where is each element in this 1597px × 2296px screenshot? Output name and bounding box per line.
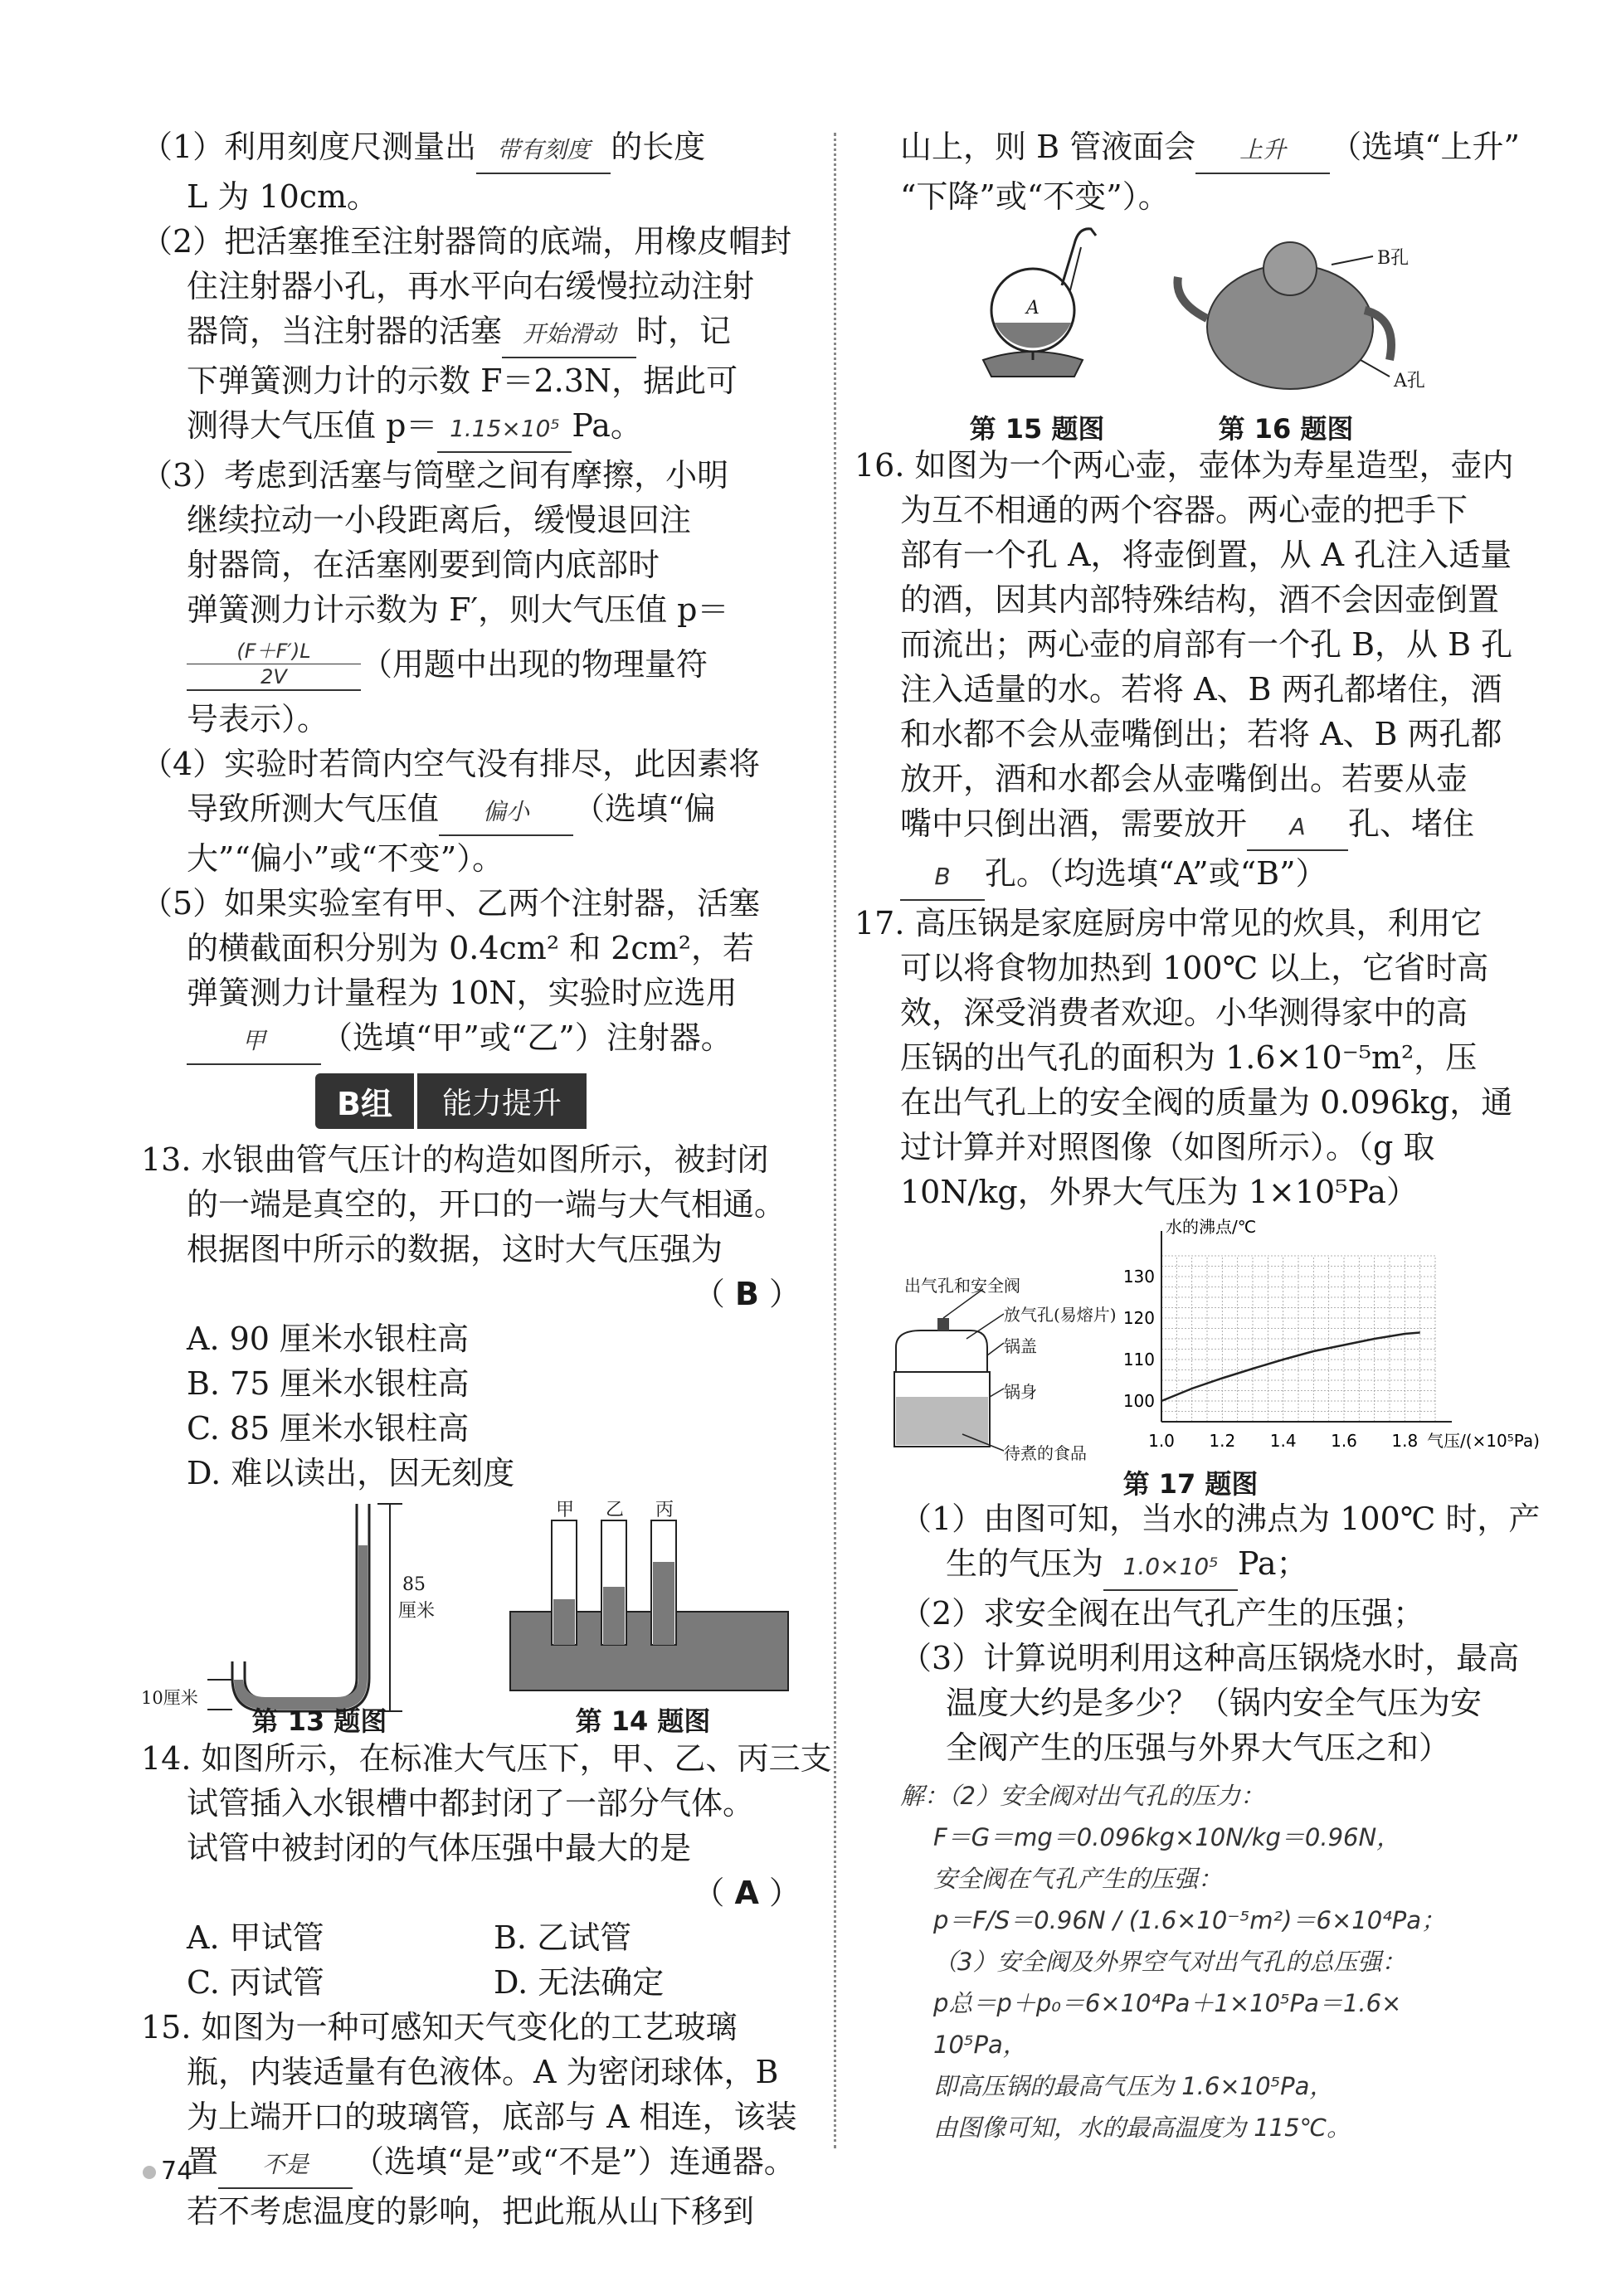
option-a: A. 90 厘米水银柱高 [187,1321,470,1357]
chart-y-tick-label: 120 [1122,1308,1155,1328]
text: 16. 如图为一个两心壶，壶体为寿星造型，壶内 [854,447,1514,484]
question-14 [141,1736,832,2005]
fig13-fig14-drawing [141,1496,817,1695]
chart-y-tick-label: 130 [1122,1267,1155,1287]
fraction-answer [187,639,361,691]
chart-x-tick-label: 1.8 [1391,1431,1419,1451]
option-d: D. 无法确定 [494,1964,665,2001]
solution-line: （3）安全阀及外界空气对出气孔的总压强： [933,1948,1406,1976]
q12-item-4 [141,742,817,881]
text: （选填“上升” [1330,129,1520,165]
text: 14. 如图所示，在标准大气压下，甲、乙、丙三支 [141,1740,832,1777]
fig16-teapot [1177,242,1391,389]
text: “下降”或“不变”）。 [900,178,1170,215]
text: 住注射器小孔，再水平向右缓慢拉动注射 [187,268,755,304]
choice-answer: B [734,1276,759,1312]
text: 试管中被封闭的气体压强中最大的是 [187,1830,692,1866]
chart-axes [1161,1231,1452,1422]
option-d: D. 难以读出，因无刻度 [187,1455,515,1491]
text: 和水都不会从壶嘴倒出；若将 A、B 两孔都 [900,716,1502,752]
boiling-point-chart [1083,1214,1540,1480]
question-17 [854,901,1531,1214]
text: L 为 10cm。 [187,178,379,215]
figures-13-14 [141,1496,817,1736]
text: 的长度 [611,129,706,165]
text: 大”“偏小”或“不变”）。 [187,840,504,877]
text: 射器筒，在活塞刚要到筒内底部时 [187,547,660,583]
chart-x-tick-label: 1.2 [1209,1431,1236,1451]
text: 放开，酒和水都会从壶嘴倒出。若要从壶 [900,761,1468,797]
right-column [854,124,1541,2148]
text: 注入适量的水。若将 A、B 两孔都堵住，酒 [900,671,1502,708]
pot-label-valve: 出气孔和安全阀 [904,1276,1020,1296]
text: 下弹簧测力计的示数 F＝2.3N，据此可 [187,362,738,399]
solution-line: 解：（2）安全阀对出气孔的压力： [900,1782,1264,1810]
fig14-tube-jia: 甲 [556,1500,575,1520]
q12-item-2 [141,219,817,453]
answer-blank: 1.0×10⁵ [1103,1544,1238,1591]
fig16-label-b: B孔 [1377,248,1410,269]
text: 嘴中只倒出酒，需要放开 [900,805,1248,842]
text: （选填“是”或“不是”）连通器。 [353,2143,796,2180]
banner-tag: B组 [315,1073,414,1129]
answer-blank: 甲 [187,1019,321,1065]
question-16 [854,443,1531,901]
text: 生的气压为 [946,1545,1104,1582]
solution-line: p＝F/S＝0.96N / (1.6×10⁻⁵m²)＝6×10⁴Pa； [933,1906,1446,1934]
chart-grid [1161,1256,1435,1422]
text: 10N/kg，外界大气压为 1×10⁵Pa） [900,1174,1418,1210]
text: 的横截面积分别为 0.4cm² 和 2cm²，若 [187,930,754,966]
text: （4）实验时若筒内空气没有排尽，此因素将 [141,746,761,782]
pot-label-vent: 放气孔(易熔片) [1004,1305,1117,1325]
fig15-fig16-drawing [900,219,1531,401]
fig13-label-85: 85 [402,1574,426,1595]
chart-y-tick-label: 100 [1122,1391,1155,1411]
text: 为上端开口的玻璃管，底部与 A 相连，该装 [187,2099,797,2135]
answer-blank: 1.15×10⁵ [437,406,572,453]
answer-blank: 开始滑动 [502,312,636,358]
fig15-bottle [983,229,1096,377]
text: （3）计算说明利用这种高压锅烧水时，最高 [900,1640,1520,1676]
solution-line: p总＝p＋p₀＝6×10⁴Pa＋1×10⁵Pa＝1.6× [933,1989,1402,2017]
fig13-label-cm: 厘米 [398,1601,436,1622]
text: 瓶，内装适量有色液体。A 为密闭球体，B [187,2054,779,2090]
text: 导致所测大气压值 [187,790,440,827]
text: 号表示）。 [187,701,329,737]
answer-bracket: （ A ） [693,1875,801,1911]
text: 置 [187,2143,219,2180]
text: 山上，则 B 管液面会 [900,129,1196,165]
text: （选填“甲”或“乙”）注射器。 [321,1019,733,1056]
text: （1）利用刻度尺测量出 [141,129,477,165]
solution-line: 安全阀在气孔产生的压强： [933,1865,1223,1893]
text: 若不考虑温度的影响，把此瓶从山下移到 [187,2193,755,2230]
chart-y-tick-label: 110 [1122,1350,1155,1369]
fig14-tubes [510,1520,788,1690]
option-c: C. 85 厘米水银柱高 [187,1410,470,1447]
option-c: C. 丙试管 [187,1964,324,2001]
text: 测得大气压值 p＝ [187,407,438,444]
question-15-continued [900,124,1531,219]
fig16-caption: 第 16 题图 [1218,413,1354,445]
pot-label-food: 待煮的食品 [1004,1443,1087,1463]
question-13 [141,1137,817,1496]
fig13-label-10: 10厘米 [141,1688,198,1708]
solution-line: 由图像可知，水的最高温度为 115℃。 [933,2114,1351,2142]
q12-item-5 [141,881,817,1065]
solution-line: F＝G＝mg＝0.096kg×10N/kg＝0.96N， [933,1823,1401,1851]
text: 为互不相通的两个容器。两心壶的把手下 [900,492,1468,528]
left-column [141,124,832,2234]
fig13-jtube [207,1504,402,1711]
text: 部有一个孔 A，将壶倒置，从 A 孔注入适量 [900,537,1512,573]
text: 孔、堵住 [1348,805,1475,842]
chart-x-tick-label: 1.0 [1148,1431,1175,1451]
fig14-caption: 第 14 题图 [575,1705,711,1737]
fig13-caption: 第 13 题图 [251,1705,387,1737]
text: 根据图中所示的数据，这时大气压强为 [187,1231,723,1267]
text: 13. 水银曲管气压计的构造如图所示，被封闭 [141,1141,769,1178]
handwritten-solution [900,1775,1531,2148]
text: 而流出；两心壶的肩部有一个孔 B，从 B 孔 [900,626,1513,663]
fraction-denominator: 2V [260,664,287,688]
option-b: B. 乙试管 [494,1919,632,1956]
text: （2）求安全阀在出气孔产生的压强； [900,1595,1425,1632]
answer-blank: A [1247,805,1348,851]
pot-label-lid: 锅盖 [1004,1336,1037,1356]
section-banner [315,1073,817,1129]
text: （5）如果实验室有甲、乙两个注射器，活塞 [141,885,761,922]
chart-x-tick-label: 1.6 [1331,1431,1357,1451]
text: 继续拉动一小段距离后，缓慢退回注 [187,502,692,538]
fig15-label-a: A [1026,298,1040,319]
text: 时，记 [636,313,732,349]
page-number-text: 74 [161,2157,193,2186]
text: （2）把活塞推至注射器筒的底端，用橡皮帽封 [141,223,792,260]
text: 孔。（均选填“A”或“B”） [985,855,1327,892]
hexagon-decoration-icon [143,2166,156,2179]
text: 17. 高压锅是家庭厨房中常见的炊具，利用它 [854,905,1483,941]
option-a: A. 甲试管 [187,1919,324,1956]
text: 在出气孔上的安全阀的质量为 0.096kg，通 [900,1084,1513,1121]
option-b: B. 75 厘米水银柱高 [187,1365,470,1402]
solution-line: 10⁵Pa， [933,2031,1027,2059]
text: （1）由图可知，当水的沸点为 100℃ 时，产 [900,1501,1541,1537]
answer-blank: 偏小 [439,790,573,836]
fig14-tube-bing: 丙 [655,1500,674,1520]
pot-label-body: 锅身 [1004,1382,1037,1402]
figure-17 [879,1214,1540,1500]
text: Pa。 [572,407,642,444]
q12-item-1 [141,124,817,219]
choice-answer: A [734,1875,759,1911]
page-number [143,2157,192,2186]
fig14-tube-yi: 乙 [606,1500,625,1520]
solution-line: 即高压锅的最高气压为 1.6×10⁵Pa， [933,2072,1334,2100]
question-15 [141,2005,817,2234]
text: 的酒，因其内部特殊结构，酒不会因壶倒置 [900,581,1500,618]
text: 全阀产生的压强与外界大气压之和） [946,1729,1451,1766]
text: （选填“偏 [573,790,716,827]
answer-blank: B [900,854,985,901]
text: 弹簧测力计示数为 F′，则大气压值 p＝ [187,591,729,628]
fig17-caption: 第 17 题图 [1122,1468,1259,1500]
text: 可以将食物加热到 100℃ 以上，它省时高 [900,950,1489,986]
text: 压锅的出气孔的面积为 1.6×10⁻⁵m²，压 [900,1039,1478,1076]
text: 的一端是真空的，开口的一端与大气相通。 [187,1186,786,1223]
answer-blank: 带有刻度 [476,128,611,174]
answer-bracket: （ B ） [693,1276,801,1312]
text: （用题中出现的物理量符 [361,646,708,683]
fraction-numerator: (F＋F′)L [187,639,361,664]
text: 过计算并对照图像（如图所示）。（g 取 [900,1129,1435,1165]
chart-xlabel: 气压/(×10⁵Pa) [1427,1431,1540,1451]
text: 15. 如图为一种可感知天气变化的工艺玻璃 [141,2009,738,2045]
answer-blank: 上升 [1195,128,1330,174]
text: 弹簧测力计量程为 10N，实验时应选用 [187,975,738,1011]
fig15-caption: 第 15 题图 [969,413,1105,445]
fig16-label-a: A孔 [1394,371,1425,392]
text: 试管插入水银槽中都封闭了一部分气体。 [187,1785,755,1822]
text: 效，深受消费者欢迎。小华测得家中的高 [900,995,1468,1031]
text: 温度大约是多少？（锅内安全气压为安 [946,1685,1483,1721]
q12-item-3 [141,453,817,742]
figures-15-16 [900,219,1531,443]
question-17-subitems [900,1496,1541,1770]
column-divider [834,133,836,2148]
answer-blank: 不是 [218,2143,353,2189]
chart-x-tick-label: 1.4 [1269,1431,1297,1451]
chart-ticks [1123,1267,1418,1451]
text: 器筒，当注射器的活塞 [187,313,503,349]
banner-text: 能力提升 [414,1073,587,1129]
text: Pa； [1238,1545,1308,1582]
chart-ylabel: 水的沸点/℃ [1166,1217,1257,1237]
text: （3）考虑到活塞与筒壁之间有摩擦，小明 [141,457,729,494]
